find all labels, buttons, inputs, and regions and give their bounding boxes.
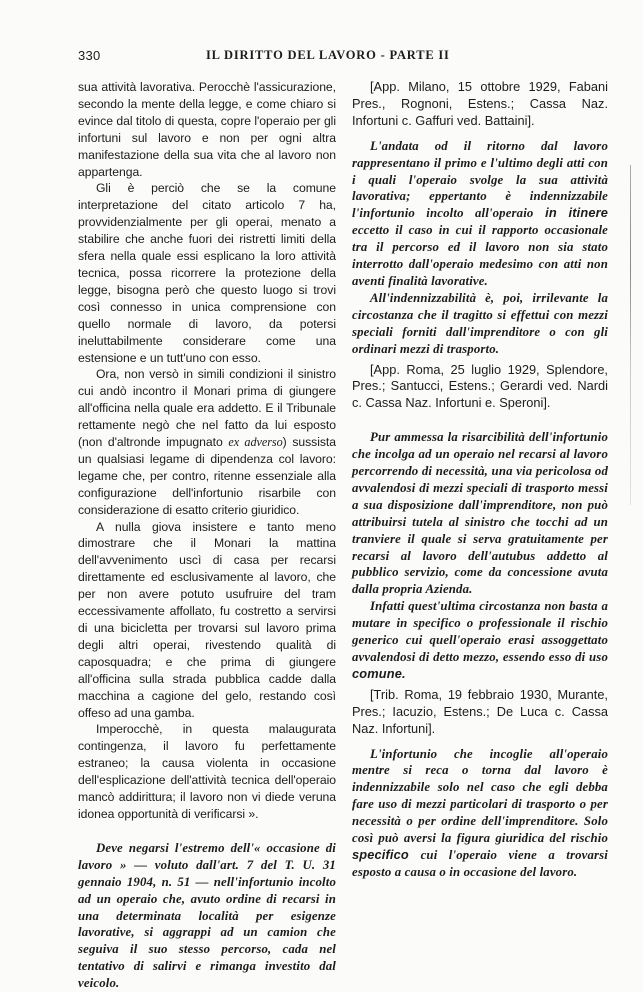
case-citation: [Trib. Roma, 19 febbraio 1930, Murante, Pres.; Iacuzio, Estens.; De Luca c. Cassa Naz. Infortuni]. [352, 686, 608, 736]
paragraph: Ora, non versò in simili condizioni il sinistro cui andò incontro il Monari prima di giungere all'officina nella quale era addetto. E il Tribunale rettamente negò che nel fatto da lui esposto (non d'altronde impugnato ex adverso) sussista un qualsiasi legame di dipendenza col lavoro: legame che, per contro, ritenne essenziale alla configurazione dell'infortunio risarbile con considerazione di esatto criterio giuridico. [78, 367, 336, 517]
spacer [352, 130, 608, 138]
legal-maxim: Pur ammessa la risarcibilità dell'infortunio che incolga ad un operaio nel recarsi al lavoro percorrendo di necessità, una via pericolosa od avvalendosi di mezzi speciali di trasporto messi a sua disposizione dall'imprenditore, non può attribuirsi tutela al sinistro che tocchi ad un tranviere il quale si serva gratuitamente per recarsi al lavoro dell'autubus addetto al pubblico servizio, come da concessione avuta dalla propria Azienda. [352, 430, 608, 597]
legal-maxim: L'andata od il ritorno dal lavoro rappresentano il primo e l'ultimo degli atti con i quali l'operaio svolge la sua attività lavorativa; eppertanto è indennizzabile l'infortunio incolto all'operaio in itinere eccetto il caso in cui il rapporto occasionale tra il percorso ed il lavoro non sia stato interrotto dall'operaio medesimo con atti non aventi finalità lavorative. [352, 138, 608, 288]
case-citation: [App. Roma, 25 luglio 1929, Splendore, Pres.; Santucci, Estens.; Gerardi ved. Nardi c. Cassa Naz. Infortuni e. Speroni]. [352, 361, 608, 411]
legal-maxim: Deve negarsi l'estremo dell'« occasione di lavoro » — voluto dall'art. 7 del T. U. 31 gennaio 1904, n. 51 — nell'infortunio incolto ad un operaio che, avuto ordine di recarsi in una determinata località per esigenze lavorative, si aggrappi ad un camion che seguiva il suo stesso percorso, cada nel tentativo di salirvi e rimanga investito dal veicolo. [78, 840, 336, 991]
case-citation: [App. Milano, 15 ottobre 1929, Fabani Pres., Rognoni, Estens.; Cassa Naz. Infortuni c. Gaffuri ved. Battaini]. [352, 79, 608, 128]
latin-phrase: ex adverso [228, 435, 283, 450]
right-column [352, 79, 608, 881]
paragraph: A nulla giova insistere e tanto meno dimostrare che il Monari la mattina dell'avvenimento uscì di casa per recarsi direttamente ed esclusivamente al lavoro, che per non avere potuto usufruire del tram eccessivamente affollato, fu costretto a servirsi di una bicicletta per trovarsi sul lavoro prima degli altri operai, rivestendo qualità di caposquadra; e che prima di giungere all'officina sulla strada pubblica cadde dalla macchina a cagione del gelo, restando così offeso ad una gamba. [78, 519, 336, 720]
legal-maxim: L'infortunio che incoglie all'operaio mentre si reca o torna dal lavoro è indennizzabile solo nel caso che egli debba fare uso di mezzi particolari di trasporto o per necessità o per ordine dell'imprenditore. Solo così può aversi la figura giuridica del rischio specifico cui l'operaio viene a trovarsi esposto a causa o in occasione del lavoro. [352, 746, 609, 879]
spacer [352, 412, 608, 429]
page-number: 330 [78, 48, 101, 63]
paragraph: Gli è perciò che se la comune interpretazione del citato articolo 7 ha, provvidenzialmente per gli operai, menato a stabilire che anche fuori dei ristretti limiti della sfera nella quale essi esplicano la loro attività tecnica, possa ricorrere la protezione della legge, bisogna però che questo luogo si trovi così connesso in unica comprensione con quello normale di lavoro, da potersi ineluttabilmente considerare come una estensione e un tutt'uno con esso. [78, 181, 336, 365]
scan-edge-line [630, 165, 631, 505]
paragraph: Imperocchè, in questa malaugurata contingenza, il lavoro fu perfettamente estraneo; la causa violenta in occasione dell'esplicazione dell'attività tecnica dell'operaio mancò addirittura; il lavoro non vi diede veruna idonea opportunità di verificarsi ». [78, 722, 336, 821]
spacer [352, 738, 608, 746]
spacer [78, 823, 336, 840]
legal-maxim: Infatti quest'ultima circostanza non basta a mutare in specifico o professionale il rischio generico cui quell'operaio erasi assoggettato avvalendosi di detto mezzo, essendo esso di uso comune. [352, 599, 608, 681]
running-title: IL DIRITTO DEL LAVORO - PARTE II [206, 48, 450, 62]
left-column [78, 79, 336, 992]
page-header [78, 48, 608, 66]
paragraph-continuation: sua attività lavorativa. Perocchè l'assicurazione, secondo la mente della legge, e come chiaro si evince dal titolo di questa, copre l'operaio per gli infortuni sul lavoro e non per ogni altra manifestazione della sua vita che al lavoro non appartenga. [78, 80, 336, 179]
legal-maxim: All'indennizzabilità è, poi, irrilevante la circostanza che il tragitto si effettui con mezzi speciali forniti dall'imprenditore o con gli ordinari mezzi di trasporto. [352, 290, 608, 356]
